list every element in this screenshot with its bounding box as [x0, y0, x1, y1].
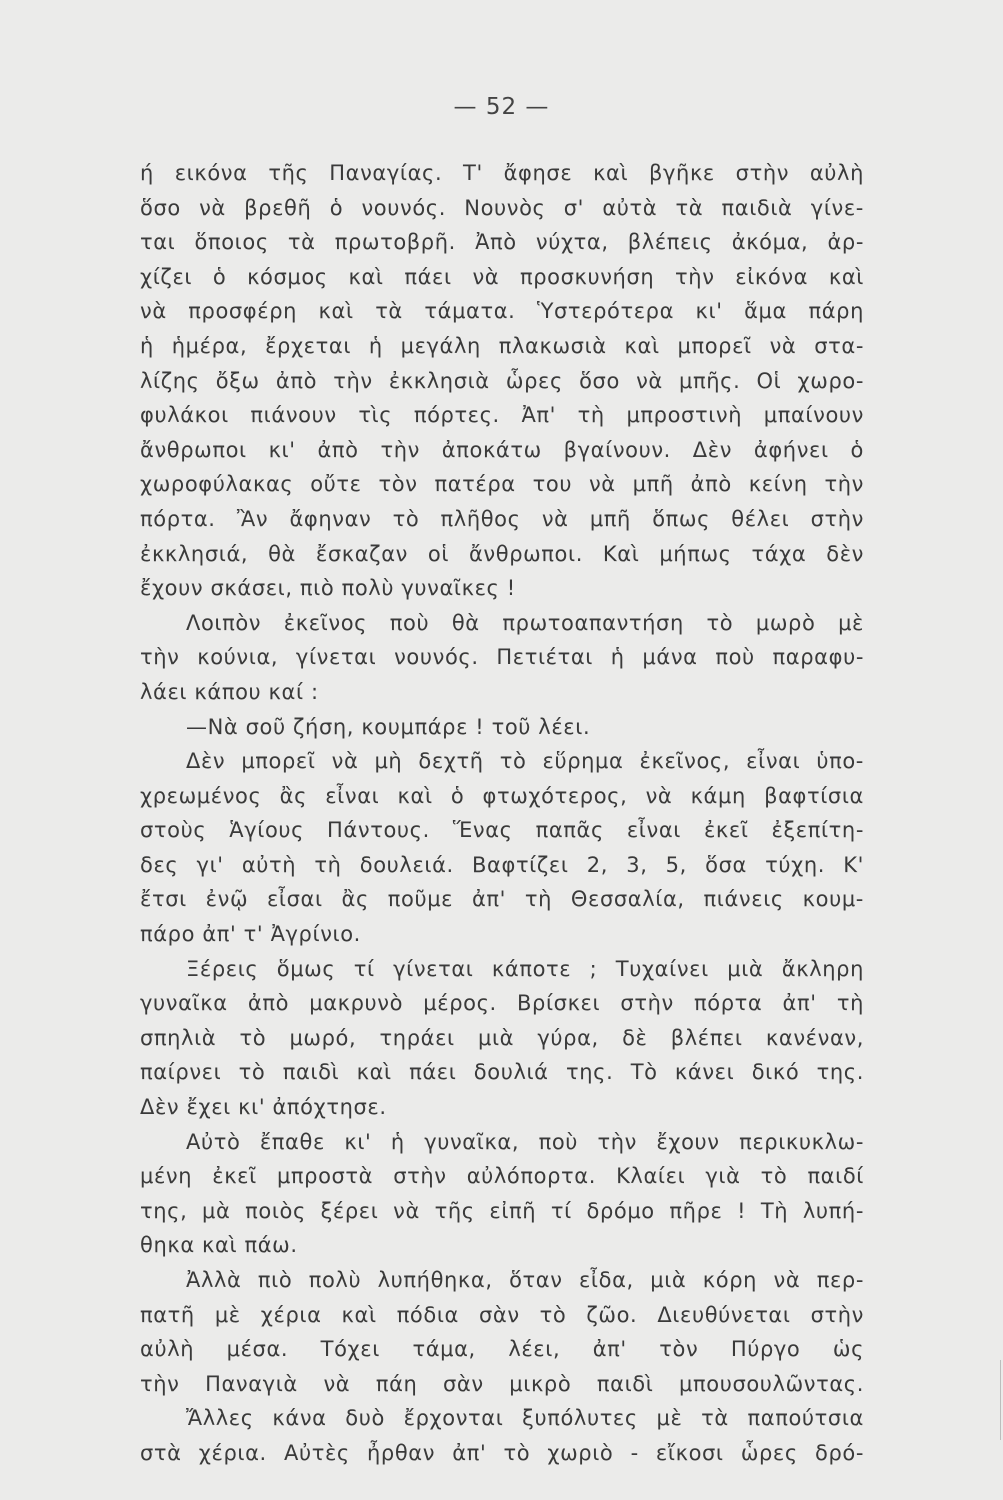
text-line: Ἀλλὰ πιὸ πολὺ λυπήθηκα, ὅταν εἶδα, μιὰ κόρη νὰ περ-: [186, 1268, 864, 1292]
text-line: Λοιπὸν ἐκεῖνος ποὺ θὰ πρωτοαπαντήση τὸ μωρὸ μὲ: [186, 610, 864, 635]
text-line: Δὲν ἔχει κι' ἀπόχτησε.: [140, 1095, 387, 1120]
text-line: τὴν κούνια, γίνεται νουνός. Πετιέται ἡ μάνα ποὺ παραφυ-: [140, 645, 864, 670]
text-line: της, μὰ ποιὸς ξέρει νὰ τῆς εἰπῆ τί δρόμο πῆρε ! Τὴ λυπή-: [140, 1198, 864, 1223]
text-line: στὰ χέρια. Αὐτὲς ἦρθαν ἀπ' τὸ χωριὸ - εἴκοσι ὧρες δρό-: [140, 1440, 864, 1465]
text-line: σπηλιὰ τὸ μωρό, τηράει μιὰ γύρα, δὲ βλέπει κανέναν,: [140, 1025, 864, 1050]
text-line: ἐκκλησιά, θὰ ἔσκαζαν οἱ ἄνθρωποι. Καὶ μήπως τάχα δὲν: [140, 541, 864, 566]
text-line: πάρο ἀπ' τ' Ἀγρίνιο.: [140, 922, 361, 947]
text-line: ή εικόνα τῆς Παναγίας. Τ' ἄφησε καὶ βγῆκε στὴν αὐλὴ: [140, 161, 864, 185]
text-line: ἔτσι ἐνῷ εἶσαι ἂς ποῦμε ἀπ' τὴ Θεσσαλία, πιάνεις κουμ-: [140, 887, 864, 912]
text-line: —Νὰ σοῦ ζήση, κουμπάρε ! τοῦ λέει.: [186, 714, 591, 739]
text-line: ἡ ἡμέρα, ἔρχεται ἡ μεγάλη πλακωσιὰ καὶ μπορεῖ νὰ στα-: [140, 333, 864, 358]
text-line: νὰ προσφέρη καὶ τὰ τάματα. Ὑστερότερα κι' ἅμα πάρη: [140, 299, 864, 324]
text-line: παίρνει τὸ παιδὶ καὶ πάει δουλιά της. Τὸ κάνει δικό της.: [140, 1060, 864, 1085]
text-line: ἔχουν σκάσει, πιὸ πολὺ γυναῖκες !: [140, 576, 516, 601]
text-line: χίζει ὁ κόσμος καὶ πάει νὰ προσκυνήση τὴν εἰκόνα καὶ: [140, 264, 864, 289]
text-line: λίζης ὄξω ἀπὸ τὴν ἐκκλησιὰ ὧρες ὅσο νὰ μπῆς. Οἱ χωρο-: [140, 368, 864, 393]
text-line: ἄνθρωποι κι' ἀπὸ τὴν ἀποκάτω βγαίνουν. Δὲν ἀφήνει ὁ: [140, 437, 864, 462]
text-line: θηκα καὶ πάω.: [140, 1233, 298, 1258]
text-line: δες γι' αὐτὴ τὴ δουλειά. Βαφτίζει 2, 3, 5, ὅσα τύχη. Κ': [140, 852, 864, 877]
text-line: πόρτα. Ἂν ἄφηναν τὸ πλῆθος νὰ μπῆ ὅπως θέλει στὴν: [140, 506, 864, 531]
text-line: χρεωμένος ἂς εἶναι καὶ ὁ φτωχότερος, νὰ κάμη βαφτίσια: [140, 783, 864, 808]
text-line: τὴν Παναγιὰ νὰ πάη σὰν μικρὸ παιδὶ μπουσουλῶντας.: [140, 1371, 864, 1396]
text-line: γυναῖκα ἀπὸ μακρυνὸ μέρος. Βρίσκει στὴν πόρτα ἀπ' τὴ: [140, 991, 864, 1016]
body-text: [140, 156, 864, 1471]
text-line: Ἄλλες κάνα δυὸ ἔρχονται ξυπόλυτες μὲ τὰ παπούτσια: [186, 1406, 864, 1431]
text-line: στοὺς Ἁγίους Πάντους. Ἕνας παπᾶς εἶναι ἐκεῖ ἐξεπίτη-: [140, 818, 864, 843]
text-line: λάει κάπου καί :: [140, 679, 319, 704]
text-line: μένη ἐκεῖ μπροστὰ στὴν αὐλόπορτα. Κλαίει γιὰ τὸ παιδί: [140, 1164, 864, 1189]
text-line: Αὐτὸ ἔπαθε κι' ἡ γυναῖκα, ποὺ τὴν ἔχουν περικυκλω-: [186, 1129, 864, 1154]
text-line: ται ὅποιος τὰ πρωτοβρῆ. Ἀπὸ νύχτα, βλέπεις ἀκόμα, ἀρ-: [140, 230, 864, 255]
text-line: αὐλὴ μέσα. Τόχει τάμα, λέει, ἀπ' τὸν Πύργο ὡς: [140, 1337, 864, 1362]
text-line: χωροφύλακας οὔτε τὸν πατέρα του νὰ μπῆ ἀπὸ κείνη τὴν: [140, 472, 864, 497]
text-line: φυλάκοι πιάνουν τὶς πόρτες. Ἀπ' τὴ μπροστινὴ μπαίνουν: [140, 403, 864, 428]
text-line: πατῆ μὲ χέρια καὶ πόδια σὰν τὸ ζῶο. Διευθύνεται στὴν: [140, 1302, 864, 1327]
text-line: ὅσο νὰ βρεθῆ ὁ νουνός. Νουνὸς σ' αὐτὰ τὰ παιδιὰ γίνε-: [140, 195, 864, 220]
text-line: Ξέρεις ὅμως τί γίνεται κάποτε ; Τυχαίνει μιὰ ἄκληρη: [186, 956, 864, 981]
page-number: — 52 —: [453, 94, 550, 120]
text-line: Δὲν μπορεῖ νὰ μὴ δεχτῆ τὸ εὕρημα ἐκεῖνος, εἶναι ὑπο-: [186, 749, 864, 774]
page-edge-mark: [1000, 1360, 1001, 1440]
